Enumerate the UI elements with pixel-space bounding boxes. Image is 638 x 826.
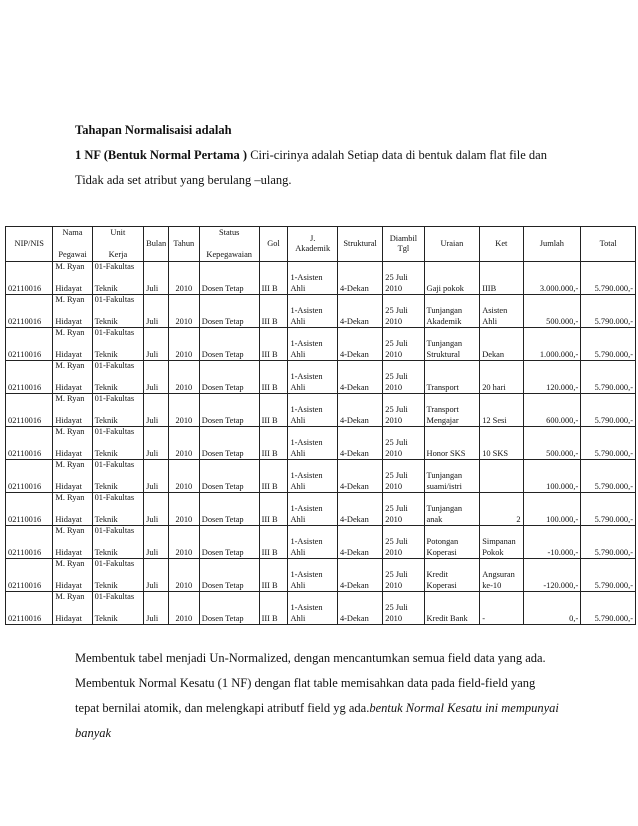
intro-line-2: Tidak ada set atribut yang berulang –ulang.: [75, 173, 292, 187]
cell-jakademik: 1-Asisten Ahli: [288, 394, 337, 427]
cell-bulan: Juli: [144, 526, 169, 559]
cell-total: 5.790.000,-: [581, 361, 636, 394]
cell-unit: 01-Fakultas Teknik: [92, 361, 144, 394]
cell-bulan: Juli: [144, 592, 169, 625]
cell-nip: 02110016: [6, 262, 53, 295]
cell-nip: 02110016: [6, 394, 53, 427]
cell-ket: Asisten Ahli: [480, 295, 523, 328]
cell-gol: III B: [259, 361, 288, 394]
cell-status: Dosen Tetap: [199, 328, 259, 361]
cell-struktural: 4-Dekan: [337, 328, 382, 361]
header-unit: Unit Kerja: [92, 227, 144, 262]
cell-nip: 02110016: [6, 526, 53, 559]
cell-ket: Dekan: [480, 328, 523, 361]
cell-nama: M. Ryan Hidayat: [53, 328, 92, 361]
cell-jakademik: 1-Asisten Ahli: [288, 460, 337, 493]
table-row: [6, 559, 636, 592]
cell-jakademik: 1-Asisten Ahli: [288, 526, 337, 559]
cell-tgl: 25 Juli 2010: [383, 526, 424, 559]
cell-tahun: 2010: [168, 262, 199, 295]
cell-tgl: 25 Juli 2010: [383, 328, 424, 361]
cell-uraian: Gaji pokok: [424, 262, 480, 295]
cell-tgl: 25 Juli 2010: [383, 361, 424, 394]
cell-gol: III B: [259, 559, 288, 592]
cell-jumlah: 500.000,-: [523, 427, 581, 460]
cell-tahun: 2010: [168, 493, 199, 526]
cell-jakademik: 1-Asisten Ahli: [288, 262, 337, 295]
cell-nama: M. Ryan Hidayat: [53, 394, 92, 427]
cell-tgl: 25 Juli 2010: [383, 592, 424, 625]
outro-line-3: tepat bernilai atomik, dan melengkapi atributf field yg ada.bentuk Normal Kesatu ini mempunyai: [75, 701, 559, 715]
cell-tahun: 2010: [168, 361, 199, 394]
cell-struktural: 4-Dekan: [337, 262, 382, 295]
header-jumlah: Jumlah: [523, 227, 581, 262]
cell-status: Dosen Tetap: [199, 427, 259, 460]
outro-line-1: Membentuk tabel menjadi Un-Normalized, dengan mencantumkan semua field data yang ada.: [75, 651, 546, 665]
table-row: [6, 493, 636, 526]
cell-ket: 12 Sesi: [480, 394, 523, 427]
cell-total: 5.790.000,-: [581, 526, 636, 559]
cell-tahun: 2010: [168, 559, 199, 592]
cell-bulan: Juli: [144, 262, 169, 295]
cell-total: 5.790.000,-: [581, 295, 636, 328]
header-nama: Nama Pegawai: [53, 227, 92, 262]
cell-status: Dosen Tetap: [199, 526, 259, 559]
cell-tahun: 2010: [168, 592, 199, 625]
cell-tgl: 25 Juli 2010: [383, 427, 424, 460]
cell-status: Dosen Tetap: [199, 295, 259, 328]
cell-jumlah: 120.000,-: [523, 361, 581, 394]
cell-total: 5.790.000,-: [581, 328, 636, 361]
cell-gol: III B: [259, 592, 288, 625]
cell-ket: 2: [480, 493, 523, 526]
cell-status: Dosen Tetap: [199, 361, 259, 394]
cell-unit: 01-Fakultas Teknik: [92, 559, 144, 592]
header-nip: NIP/NIS: [6, 227, 53, 262]
cell-tgl: 25 Juli 2010: [383, 262, 424, 295]
cell-unit: 01-Fakultas Teknik: [92, 328, 144, 361]
cell-jakademik: 1-Asisten Ahli: [288, 427, 337, 460]
cell-bulan: Juli: [144, 328, 169, 361]
cell-uraian: Transport: [424, 361, 480, 394]
outro-line-4: banyak: [75, 726, 112, 740]
table-row: [6, 394, 636, 427]
cell-nama: M. Ryan Hidayat: [53, 361, 92, 394]
cell-jakademik: 1-Asisten Ahli: [288, 328, 337, 361]
cell-unit: 01-Fakultas Teknik: [92, 262, 144, 295]
cell-tahun: 2010: [168, 526, 199, 559]
cell-struktural: 4-Dekan: [337, 361, 382, 394]
cell-ket: Simpanan Pokok: [480, 526, 523, 559]
cell-gol: III B: [259, 460, 288, 493]
cell-struktural: 4-Dekan: [337, 295, 382, 328]
cell-nip: 02110016: [6, 361, 53, 394]
cell-jumlah: 500.000,-: [523, 295, 581, 328]
cell-tahun: 2010: [168, 328, 199, 361]
cell-tgl: 25 Juli 2010: [383, 493, 424, 526]
cell-nip: 02110016: [6, 427, 53, 460]
cell-bulan: Juli: [144, 493, 169, 526]
header-jakademik: J. Akademik: [288, 227, 337, 262]
table-row: [6, 460, 636, 493]
cell-struktural: 4-Dekan: [337, 526, 382, 559]
cell-uraian: Tunjangan anak: [424, 493, 480, 526]
cell-uraian: Tunjangan Struktural: [424, 328, 480, 361]
header-struktural: Struktural: [337, 227, 382, 262]
table-header-row: [6, 227, 636, 262]
cell-uraian: Transport Mengajar: [424, 394, 480, 427]
cell-tgl: 25 Juli 2010: [383, 394, 424, 427]
cell-tahun: 2010: [168, 460, 199, 493]
cell-unit: 01-Fakultas Teknik: [92, 427, 144, 460]
cell-ket: IIIB: [480, 262, 523, 295]
cell-jumlah: 100.000,-: [523, 493, 581, 526]
cell-jakademik: 1-Asisten Ahli: [288, 295, 337, 328]
table-row: [6, 328, 636, 361]
cell-nip: 02110016: [6, 328, 53, 361]
table-row: [6, 295, 636, 328]
unnormalized-table: [5, 226, 636, 625]
cell-ket: Angsuran ke-10: [480, 559, 523, 592]
cell-nip: 02110016: [6, 460, 53, 493]
cell-jumlah: -120.000,-: [523, 559, 581, 592]
header-tahun: Tahun: [168, 227, 199, 262]
cell-tgl: 25 Juli 2010: [383, 559, 424, 592]
cell-uraian: Potongan Koperasi: [424, 526, 480, 559]
cell-status: Dosen Tetap: [199, 262, 259, 295]
cell-uraian: Kredit Koperasi: [424, 559, 480, 592]
table-row: [6, 262, 636, 295]
cell-ket: -: [480, 592, 523, 625]
cell-nama: M. Ryan Hidayat: [53, 559, 92, 592]
cell-struktural: 4-Dekan: [337, 394, 382, 427]
cell-bulan: Juli: [144, 361, 169, 394]
cell-tahun: 2010: [168, 394, 199, 427]
cell-nama: M. Ryan Hidayat: [53, 460, 92, 493]
intro-section: [75, 118, 595, 193]
cell-gol: III B: [259, 262, 288, 295]
cell-nama: M. Ryan Hidayat: [53, 592, 92, 625]
table-row: [6, 427, 636, 460]
section-heading: Tahapan Normalisaisi adalah: [75, 123, 232, 137]
cell-jumlah: 3.000.000,-: [523, 262, 581, 295]
cell-nip: 02110016: [6, 295, 53, 328]
cell-total: 5.790.000,-: [581, 394, 636, 427]
cell-ket: 10 SKS: [480, 427, 523, 460]
cell-total: 5.790.000,-: [581, 427, 636, 460]
cell-tahun: 2010: [168, 295, 199, 328]
cell-bulan: Juli: [144, 394, 169, 427]
cell-bulan: Juli: [144, 295, 169, 328]
table-body: [6, 262, 636, 625]
cell-status: Dosen Tetap: [199, 592, 259, 625]
cell-uraian: Honor SKS: [424, 427, 480, 460]
header-uraian: Uraian: [424, 227, 480, 262]
cell-uraian: Kredit Bank: [424, 592, 480, 625]
cell-tahun: 2010: [168, 427, 199, 460]
cell-unit: 01-Fakultas Teknik: [92, 295, 144, 328]
cell-unit: 01-Fakultas Teknik: [92, 526, 144, 559]
header-ket: Ket: [480, 227, 523, 262]
cell-status: Dosen Tetap: [199, 460, 259, 493]
cell-struktural: 4-Dekan: [337, 460, 382, 493]
cell-ket: 20 hari: [480, 361, 523, 394]
intro-term: 1 NF (Bentuk Normal Pertama ): [75, 148, 248, 162]
table-row: [6, 361, 636, 394]
cell-nip: 02110016: [6, 493, 53, 526]
cell-jakademik: 1-Asisten Ahli: [288, 361, 337, 394]
intro-definition: Ciri-cirinya adalah Setiap data di bentuk dalam flat file dan: [247, 148, 547, 162]
cell-gol: III B: [259, 526, 288, 559]
cell-nip: 02110016: [6, 592, 53, 625]
header-total: Total: [581, 227, 636, 262]
cell-status: Dosen Tetap: [199, 559, 259, 592]
cell-gol: III B: [259, 328, 288, 361]
cell-nama: M. Ryan Hidayat: [53, 427, 92, 460]
header-diambil: Diambil Tgl: [383, 227, 424, 262]
outro-line-2: Membentuk Normal Kesatu (1 NF) dengan flat table memisahkan data pada field-field yang: [75, 676, 536, 690]
cell-uraian: Tunjangan suami/istri: [424, 460, 480, 493]
table-row: [6, 526, 636, 559]
cell-gol: III B: [259, 394, 288, 427]
cell-struktural: 4-Dekan: [337, 559, 382, 592]
cell-nama: M. Ryan Hidayat: [53, 493, 92, 526]
cell-tgl: 25 Juli 2010: [383, 460, 424, 493]
outro-section: [75, 646, 605, 746]
header-bulan: Bulan: [144, 227, 169, 262]
cell-bulan: Juli: [144, 559, 169, 592]
header-status: Status Kepegawaian: [199, 227, 259, 262]
cell-total: 5.790.000,-: [581, 460, 636, 493]
cell-total: 5.790.000,-: [581, 493, 636, 526]
cell-bulan: Juli: [144, 460, 169, 493]
cell-status: Dosen Tetap: [199, 394, 259, 427]
cell-unit: 01-Fakultas Teknik: [92, 460, 144, 493]
cell-gol: III B: [259, 295, 288, 328]
cell-gol: III B: [259, 427, 288, 460]
cell-jumlah: 600.000,-: [523, 394, 581, 427]
cell-nama: M. Ryan Hidayat: [53, 262, 92, 295]
cell-tgl: 25 Juli 2010: [383, 295, 424, 328]
cell-jakademik: 1-Asisten Ahli: [288, 592, 337, 625]
cell-nama: M. Ryan Hidayat: [53, 526, 92, 559]
cell-nip: 02110016: [6, 559, 53, 592]
header-gol: Gol: [259, 227, 288, 262]
cell-struktural: 4-Dekan: [337, 493, 382, 526]
cell-jakademik: 1-Asisten Ahli: [288, 559, 337, 592]
cell-nama: M. Ryan Hidayat: [53, 295, 92, 328]
cell-struktural: 4-Dekan: [337, 592, 382, 625]
cell-status: Dosen Tetap: [199, 493, 259, 526]
cell-unit: 01-Fakultas Teknik: [92, 493, 144, 526]
table-row: [6, 592, 636, 625]
cell-bulan: Juli: [144, 427, 169, 460]
cell-unit: 01-Fakultas Teknik: [92, 394, 144, 427]
cell-jumlah: 1.000.000,-: [523, 328, 581, 361]
intro-line-1: [75, 143, 595, 168]
cell-total: 5.790.000,-: [581, 559, 636, 592]
cell-jumlah: -10.000,-: [523, 526, 581, 559]
cell-struktural: 4-Dekan: [337, 427, 382, 460]
cell-jumlah: 0,-: [523, 592, 581, 625]
cell-jumlah: 100.000,-: [523, 460, 581, 493]
cell-total: 5.790.000,-: [581, 262, 636, 295]
cell-uraian: Tunjangan Akademik: [424, 295, 480, 328]
cell-total: 5.790.000,-: [581, 592, 636, 625]
cell-gol: III B: [259, 493, 288, 526]
cell-unit: 01-Fakultas Teknik: [92, 592, 144, 625]
cell-ket: [480, 460, 523, 493]
cell-jakademik: 1-Asisten Ahli: [288, 493, 337, 526]
